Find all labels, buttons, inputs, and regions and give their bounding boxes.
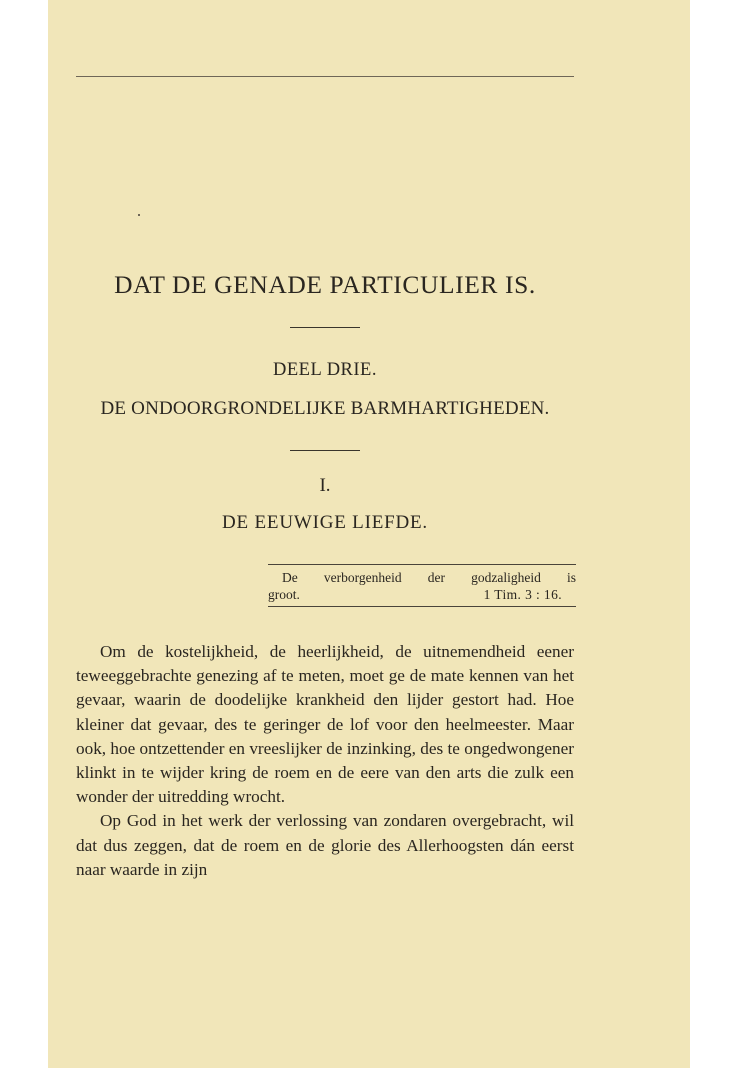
- epigraph-line: [268, 586, 576, 603]
- paragraph: Op God in het werk der verlossing van zondaren overgebracht, wil dat dus zeggen, dat de roem en de glorie des Allerhoogsten dán eerst naar waarde in zijn: [76, 811, 574, 879]
- book-page: [48, 0, 690, 1068]
- chapter-title: DE EEUWIGE LIEFDE.: [222, 512, 428, 533]
- divider-rule: [290, 327, 360, 328]
- epigraph-reference: 1 Tim. 3 : 16.: [483, 587, 562, 602]
- epigraph: [268, 564, 576, 607]
- main-title: DAT DE GENADE PARTICULIER IS.: [114, 270, 536, 299]
- body-text: [76, 640, 574, 882]
- epigraph-line: De verborgenheid der godzaligheid is: [282, 570, 576, 585]
- print-speck: [138, 214, 140, 216]
- top-rule: [76, 76, 574, 77]
- paragraph: Om de kostelijkheid, de heerlijkheid, de uitnemendheid eener teweeggebrachte genezing af te meten, moet ge de mate kennen van het gevaar, waarin de doodelijke krankheid den lijder gestort had. Hoe kleiner dat gevaar, des te geringer de lof voor den heelmeester. Maar ook, hoe ontzettender en vreeslijker de inzinking, des te ongedwongener klinkt in te wijder kring de roem en de eere van den arts die zulk een wonder der uitredding wrocht.: [76, 642, 574, 807]
- part-label: DEEL DRIE.: [273, 360, 377, 380]
- divider-rule: [290, 450, 360, 451]
- chapter-numeral: I.: [319, 475, 331, 496]
- epigraph-text: groot.: [268, 587, 300, 602]
- part-subtitle: DE ONDOORGRONDELIJKE BARMHARTIGHEDEN.: [100, 398, 550, 419]
